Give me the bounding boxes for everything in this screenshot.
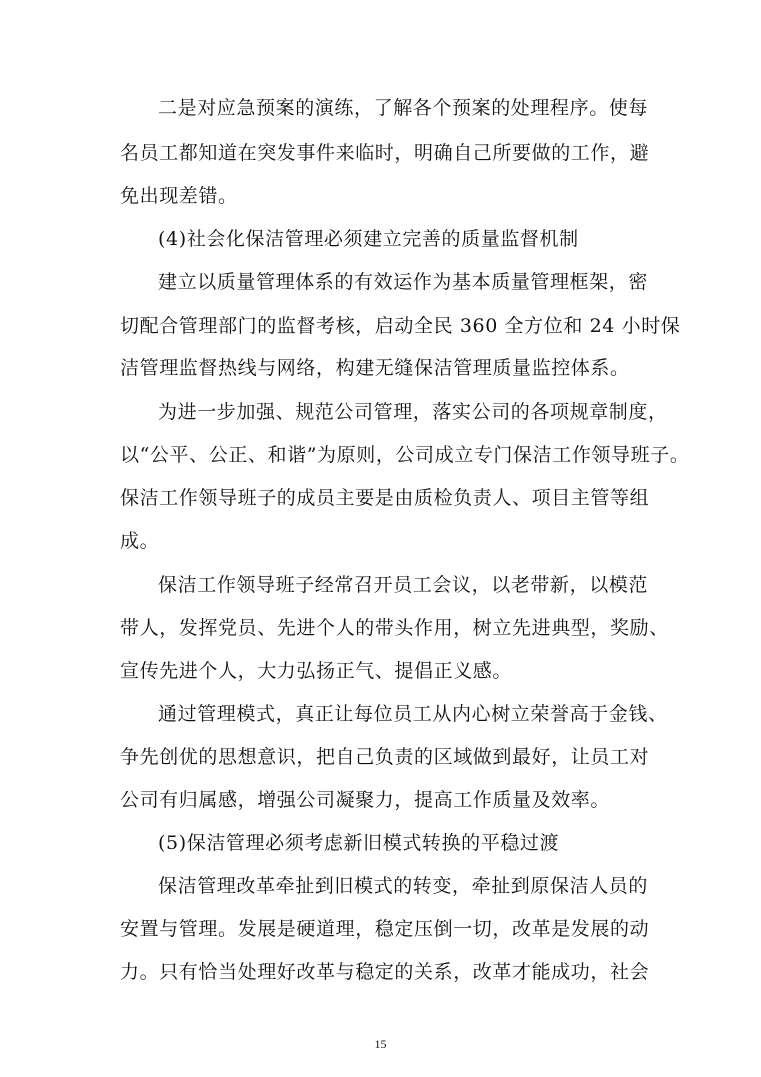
text-line: 二是对应急预案的演练，了解各个预案的处理程序。使每 [158, 97, 649, 119]
text-line: 争先创优的思想意识，把自己负责的区域做到最好，让员工对 [120, 746, 650, 768]
text-line: 为进一步加强、规范公司管理，落实公司的各项规章制度， [158, 401, 668, 423]
text-line: 带人，发挥党员、先进个人的带头作用，树立先进典型，奖励、 [120, 617, 669, 639]
text-line: 力。只有恰当处理好改革与稳定的关系，改革才能成功，社会 [120, 961, 650, 983]
text-line: 保洁管理改革牵扯到旧模式的转变，牵扯到原保洁人员的 [158, 875, 649, 897]
text-line: 免出现差错。 [120, 185, 238, 207]
section-heading: (5)保洁管理必须考虑新旧模式转换的平稳过渡 [158, 832, 560, 854]
text-line: 宣传先进个人，大力弘扬正气、提倡正义感。 [120, 660, 513, 682]
text-line: 成。 [120, 530, 160, 552]
page-number: 15 [374, 1037, 387, 1051]
text-line: 公司有归属感，增强公司凝聚力，提高工作质量及效率。 [120, 789, 611, 811]
section-heading: (4)社会化保洁管理必须建立完善的质量监督机制 [158, 228, 579, 250]
text-line: 名员工都知道在突发事件来临时，明确自己所要做的工作，避 [120, 142, 650, 164]
text-line: 通过管理模式，真正让每位员工从内心树立荣誉高于金钱、 [158, 703, 668, 725]
text-line: 洁管理监督热线与网络，构建无缝保洁管理质量监控体系。 [120, 357, 630, 379]
text-line: 以“公平、公正、和谐”为原则，公司成立专门保洁工作领导班子。 [120, 444, 690, 466]
text-line: 保洁工作领导班子经常召开员工会议，以老带新，以模范 [158, 574, 649, 596]
text-line: 保洁工作领导班子的成员主要是由质检负责人、项目主管等组 [120, 487, 650, 509]
text-line: 切配合管理部门的监督考核，启动全民 360 全方位和 24 小时保 [120, 315, 681, 337]
text-line: 安置与管理。发展是硬道理，稳定压倒一切，改革是发展的动 [120, 918, 650, 940]
text-line: 建立以质量管理体系的有效运作为基本质量管理框架，密 [158, 271, 649, 293]
